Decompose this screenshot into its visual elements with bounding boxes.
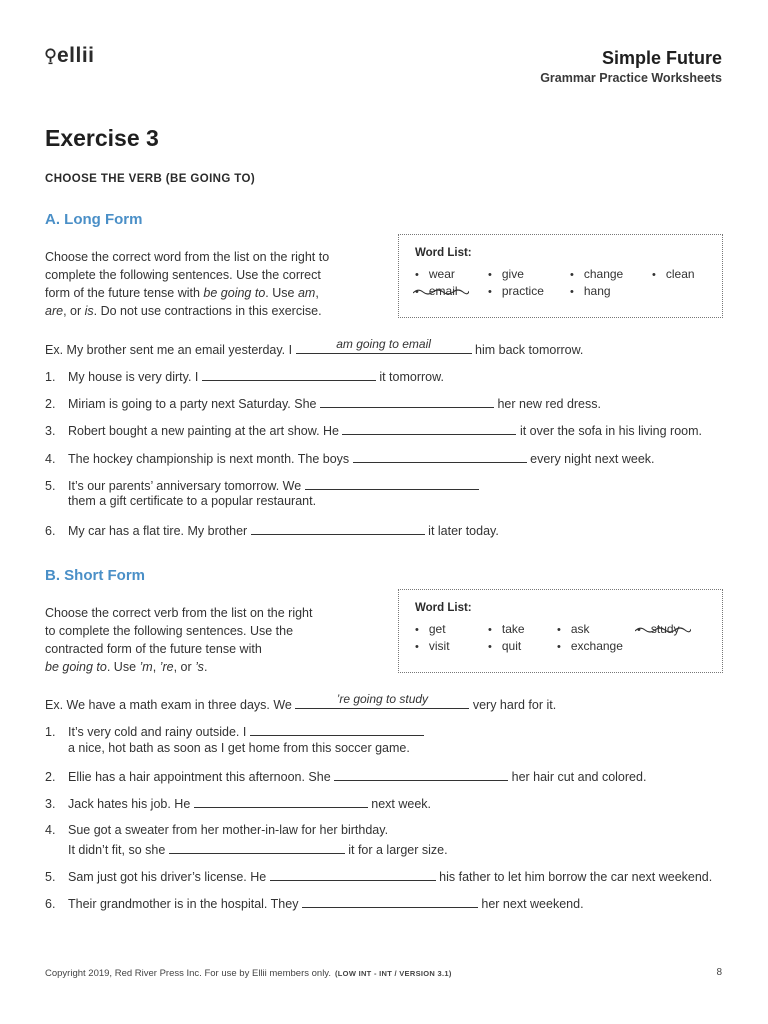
- word-item-used: • email: [415, 284, 488, 301]
- word-list-box-b: [398, 589, 723, 673]
- question-b-2: 2. Ellie has a hair appointment this afternoon. She her hair cut and colored.: [45, 770, 647, 784]
- para-line: Choose the correct word from the list on the right to: [45, 250, 330, 264]
- exercise-instruction: CHOOSE THE VERB (BE GOING TO): [45, 173, 256, 185]
- answer-blank[interactable]: [302, 895, 478, 908]
- question-b-6: 6. Their grandmother is in the hospital. They her next weekend.: [45, 897, 584, 911]
- word-item: • practice: [488, 284, 570, 301]
- answer-blank[interactable]: [334, 768, 508, 781]
- answer-blank[interactable]: [251, 522, 425, 535]
- strikethrough-squiggle: [413, 287, 469, 297]
- word-list-box-a: [398, 234, 723, 318]
- example-sentence-a: Ex. My brother sent me an email yesterday. I am going to email him back tomorrow.: [45, 337, 584, 357]
- para-line: form of the future tense with be going to. Use am,: [45, 286, 319, 300]
- answer-blank: [296, 337, 472, 354]
- answer-blank[interactable]: [305, 477, 479, 490]
- example-answer: am going to email: [336, 337, 431, 351]
- question-a-2: 2. Miriam is going to a party next Saturday. She her new red dress.: [45, 397, 601, 411]
- footer-level: (LOW INT - INT / VERSION 3.1): [335, 969, 452, 978]
- question-a-6: 6. My car has a flat tire. My brother it later today.: [45, 524, 499, 538]
- answer-blank[interactable]: [270, 868, 436, 881]
- footer-copyright: Copyright 2019, Red River Press Inc. For use by Ellii members only. (LOW INT - INT / VERSION 3.1): [45, 968, 452, 979]
- word-item: • change: [570, 267, 652, 284]
- exercise-title: Exercise 3: [45, 125, 159, 151]
- question-a-5-continued: them a gift certificate to a popular restaurant.: [68, 494, 317, 508]
- para-line: complete the following sentences. Use the correct: [45, 268, 321, 282]
- page-number: 8: [716, 967, 722, 978]
- question-b-3: 3. Jack hates his job. He next week.: [45, 797, 431, 811]
- word-item: • clean: [652, 267, 722, 284]
- logo-text: ellii: [57, 44, 95, 67]
- question-a-4: 4. The hockey championship is next month. The boys every night next week.: [45, 452, 655, 466]
- answer-blank[interactable]: [202, 368, 376, 381]
- answer-blank[interactable]: [169, 841, 345, 854]
- answer-blank[interactable]: [353, 450, 527, 463]
- question-b-1-continued: a nice, hot bath as soon as I get home from this soccer game.: [68, 741, 410, 755]
- para-line: are, or is. Do not use contractions in this exercise.: [45, 304, 322, 318]
- question-b-4-continued: It didn’t fit, so she it for a larger size.: [68, 843, 448, 857]
- question-a-1: 1. My house is very dirty. I it tomorrow.: [45, 370, 444, 384]
- example-answer: ’re going to study: [336, 692, 429, 706]
- word-item: • take: [488, 622, 557, 639]
- section-b-heading: B. Short Form: [45, 567, 145, 584]
- example-sentence-b: Ex. We have a math exam in three days. We ’re going to study very hard for it.: [45, 692, 557, 712]
- word-item: • give: [488, 267, 570, 284]
- word-list-title: Word List:: [415, 602, 472, 614]
- question-b-5: 5. Sam just got his driver’s license. He his father to let him borrow the car next weekend.: [45, 870, 713, 884]
- question-a-3: 3. Robert bought a new painting at the art show. He it over the sofa in his living room.: [45, 424, 702, 438]
- para-line: to complete the following sentences. Use the: [45, 624, 294, 638]
- question-a-5: 5. It’s our parents’ anniversary tomorrow. We: [45, 477, 479, 493]
- word-list-title: Word List:: [415, 247, 472, 259]
- answer-blank[interactable]: [320, 395, 494, 408]
- word-item: • visit: [415, 639, 488, 656]
- word-item: • ask: [557, 622, 637, 639]
- worksheet-title: Simple Future: [601, 48, 722, 68]
- para-line: Choose the correct verb from the list on the right: [45, 606, 313, 620]
- para-line: contracted form of the future tense with: [45, 642, 262, 656]
- word-item: • wear: [415, 267, 488, 284]
- answer-blank[interactable]: [250, 723, 424, 736]
- question-b-4: 4. Sue got a sweater from her mother-in-law for her birthday.: [45, 823, 389, 837]
- word-item: • get: [415, 622, 488, 639]
- strikethrough-squiggle: [635, 625, 691, 635]
- answer-blank[interactable]: [342, 422, 516, 435]
- word-item: • hang: [570, 284, 652, 301]
- word-item-used: • study: [637, 622, 707, 639]
- word-item: • quit: [488, 639, 557, 656]
- para-line: be going to. Use ’m, ’re, or ’s.: [45, 660, 208, 674]
- question-b-1: 1. It’s very cold and rainy outside. I: [45, 723, 424, 739]
- section-b-instructions: [45, 604, 375, 676]
- answer-blank[interactable]: [194, 795, 368, 808]
- lightbulb-icon: [45, 48, 56, 65]
- section-a-heading: A. Long Form: [45, 211, 143, 228]
- worksheet-subtitle: Grammar Practice Worksheets: [540, 71, 722, 85]
- ellii-logo: [45, 44, 95, 68]
- word-item: • exchange: [557, 639, 637, 656]
- section-a-instructions: [45, 248, 375, 320]
- answer-blank: [295, 692, 469, 709]
